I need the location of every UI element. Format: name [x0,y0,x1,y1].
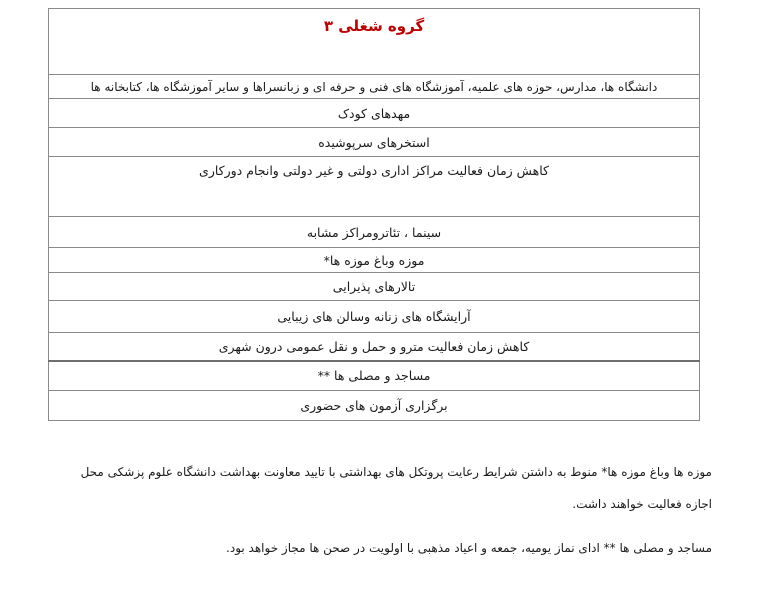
table-row: آرایشگاه های زنانه وسالن های زیبایی [49,301,700,333]
table-row: موزه وباغ موزه ها* [49,248,700,273]
table-row: تالارهای پذیرایی [49,273,700,301]
table-row: برگزاری آزمون های حضوری [49,391,700,421]
table-row: دانشگاه ها، مدارس، حوزه های علمیه، آموزشگاه های فنی و حرفه ای و زبانسراها و سایر آموزشگاه ها، کتابخانه ها [49,75,700,99]
table-row: مهدهای کودک [49,99,700,128]
footnote-museums-line2: اجازه فعالیت خواهند داشت. [572,497,712,511]
table-row: استخرهای سرپوشیده [49,128,700,157]
footnote-mosques: مساجد و مصلی ها ** ادای نماز یومیه، جمعه و اعیاد مذهبی با اولویت در صحن ها مجاز خواهد بود. [226,541,712,555]
table-row: کاهش زمان فعالیت مترو و حمل و نقل عمومی درون شهری [49,333,700,361]
table-row: سینما ، تئاترومراکز مشابه [49,217,700,248]
table-row: کاهش زمان فعالیت مراکز اداری دولتی و غیر دولتی وانجام دورکاری [49,157,700,217]
footnote-museums-line1: موزه ها وباغ موزه ها* منوط به داشتن شرایط رعایت پروتکل های بهداشتی با تایید معاونت بهداشت دانشگاه علوم پزشکی محل [80,465,712,479]
table-title: گروه شغلی ۳ [49,9,700,75]
table-row: مساجد و مصلی ها ** [49,361,700,391]
job-group-table [48,8,700,421]
